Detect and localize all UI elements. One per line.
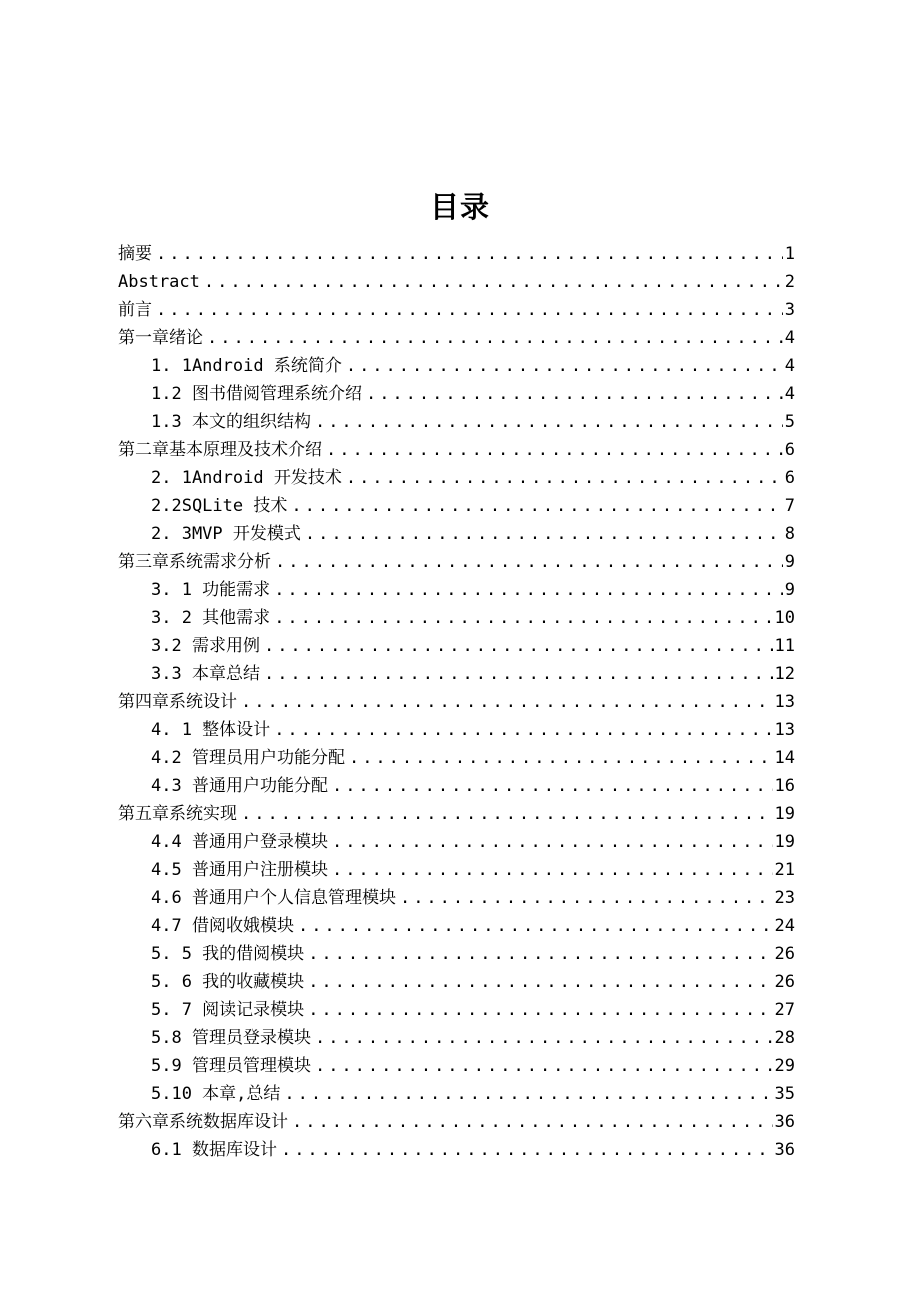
toc-entry[interactable] [118, 240, 795, 268]
toc-entry-label: 1. 1Android 系统简介 [151, 356, 342, 376]
dot-leader [298, 912, 773, 940]
toc-entry-label: 3.2 需求用例 [151, 636, 260, 656]
toc-entry-label: 5. 5 我的借阅模块 [151, 944, 305, 964]
toc-entry-page-number: 6 [784, 468, 795, 488]
toc-entry-label: 4.6 普通用户个人信息管理模块 [151, 888, 396, 908]
toc-entry[interactable] [118, 520, 795, 548]
toc-entry[interactable] [118, 940, 795, 968]
toc-entry-page-number: 9 [784, 552, 795, 572]
toc-entry[interactable] [118, 492, 795, 520]
dot-leader [207, 324, 783, 352]
toc-entry[interactable] [118, 632, 795, 660]
toc-entry[interactable] [118, 408, 795, 436]
toc-entry[interactable] [118, 604, 795, 632]
dot-leader [315, 1024, 773, 1052]
dot-leader [241, 688, 773, 716]
toc-entry-label: 4.7 借阅收娥模块 [151, 916, 294, 936]
toc-entry[interactable] [118, 744, 795, 772]
toc-entry-label: 摘要 [118, 244, 152, 264]
dot-leader [274, 604, 772, 632]
toc-entry-label: 5.9 管理员管理模块 [151, 1056, 311, 1076]
toc-entry[interactable] [118, 856, 795, 884]
toc-entry-label: 5. 7 阅读记录模块 [151, 1000, 305, 1020]
toc-entry-label: 5.10 本章,总结 [151, 1084, 281, 1104]
dot-leader [241, 800, 773, 828]
toc-entry-label: 第五章系统实现 [118, 804, 237, 824]
toc-entry-label: 1.3 本文的组织结构 [151, 412, 311, 432]
dot-leader [274, 576, 783, 604]
toc-entry-page-number: 3 [784, 300, 795, 320]
dot-leader [274, 716, 772, 744]
toc-entry-page-number: 16 [774, 776, 795, 796]
toc-entry[interactable] [118, 660, 795, 688]
toc-entry-label: 2.2SQLite 技术 [151, 496, 288, 516]
toc-entry[interactable] [118, 464, 795, 492]
toc-entry[interactable] [118, 912, 795, 940]
toc-entry-page-number: 5 [784, 412, 795, 432]
toc-entry-page-number: 23 [774, 888, 795, 908]
toc-entry-label: 前言 [118, 300, 152, 320]
toc-entry[interactable] [118, 772, 795, 800]
toc-entry-page-number: 13 [774, 692, 795, 712]
toc-entry-page-number: 8 [784, 524, 795, 544]
toc-entry-label: 2. 1Android 开发技术 [151, 468, 342, 488]
toc-entry-page-number: 29 [774, 1056, 795, 1076]
dot-leader [264, 632, 773, 660]
dot-leader [156, 240, 783, 268]
toc-entry-label: 5. 6 我的收藏模块 [151, 972, 305, 992]
dot-leader [281, 1136, 773, 1164]
dot-leader [156, 296, 783, 324]
toc-entry-label: 4. 1 整体设计 [151, 720, 271, 740]
toc-entry[interactable] [118, 296, 795, 324]
toc-entry[interactable] [118, 688, 795, 716]
dot-leader [326, 436, 783, 464]
dot-leader [308, 940, 772, 968]
toc-entry-label: 6.1 数据库设计 [151, 1140, 277, 1160]
toc-entry-label: 第二章基本原理及技术介绍 [118, 440, 322, 460]
toc-entry-label: 4.4 普通用户登录模块 [151, 832, 328, 852]
toc-entry-page-number: 7 [784, 496, 795, 516]
dot-leader [315, 408, 783, 436]
toc-entry-page-number: 21 [774, 860, 795, 880]
toc-entry-page-number: 24 [774, 916, 795, 936]
dot-leader [332, 828, 773, 856]
toc-entry-label: 4.3 普通用户功能分配 [151, 776, 328, 796]
toc-entry-page-number: 4 [784, 328, 795, 348]
toc-entry[interactable] [118, 268, 795, 296]
toc-entry[interactable] [118, 828, 795, 856]
dot-leader [400, 884, 773, 912]
dot-leader [284, 1080, 772, 1108]
dot-leader [308, 968, 772, 996]
toc-entry[interactable] [118, 716, 795, 744]
toc-entry-label: 4.2 管理员用户功能分配 [151, 748, 345, 768]
toc-entry[interactable] [118, 800, 795, 828]
toc-entry[interactable] [118, 352, 795, 380]
toc-entry[interactable] [118, 996, 795, 1024]
toc-entry-page-number: 13 [774, 720, 795, 740]
toc-entry[interactable] [118, 576, 795, 604]
toc-entry[interactable] [118, 548, 795, 576]
toc-entry[interactable] [118, 324, 795, 352]
toc-entry-label: 第一章绪论 [118, 328, 203, 348]
toc-entry-page-number: 9 [784, 580, 795, 600]
dot-leader [275, 548, 783, 576]
toc-entry-page-number: 35 [774, 1084, 795, 1104]
toc-entry-page-number: 12 [774, 664, 795, 684]
toc-entry-label: 4.5 普通用户注册模块 [151, 860, 328, 880]
dot-leader [366, 380, 783, 408]
toc-entry[interactable] [118, 968, 795, 996]
toc-entry-page-number: 1 [784, 244, 795, 264]
toc-entry-label: 5.8 管理员登录模块 [151, 1028, 311, 1048]
toc-entry-page-number: 11 [774, 636, 795, 656]
toc-entry-page-number: 36 [774, 1112, 795, 1132]
dot-leader [332, 772, 773, 800]
toc-entry[interactable] [118, 1052, 795, 1080]
toc-entry-page-number: 27 [774, 1000, 795, 1020]
dot-leader [305, 520, 783, 548]
toc-entry-page-number: 4 [784, 356, 795, 376]
toc-entry-label: 第四章系统设计 [118, 692, 237, 712]
toc-entry[interactable] [118, 1080, 795, 1108]
toc-entry-label: 第三章系统需求分析 [118, 552, 271, 572]
toc-entry-label: 3. 1 功能需求 [151, 580, 271, 600]
toc-entry[interactable] [118, 1024, 795, 1052]
toc-entry-label: 3.3 本章总结 [151, 664, 260, 684]
dot-leader [308, 996, 772, 1024]
page-title: 目录 [429, 190, 490, 225]
dot-leader [332, 856, 773, 884]
toc-entry[interactable] [118, 436, 795, 464]
toc-entry[interactable] [118, 380, 795, 408]
toc-entry-page-number: 4 [784, 384, 795, 404]
dot-leader [349, 744, 773, 772]
toc-entry-page-number: 14 [774, 748, 795, 768]
toc-entry-page-number: 28 [774, 1028, 795, 1048]
toc-entry[interactable] [118, 884, 795, 912]
toc-entry-label: 第六章系统数据库设计 [118, 1112, 288, 1132]
dot-leader [346, 352, 783, 380]
toc-entry-label: 1.2 图书借阅管理系统介绍 [151, 384, 362, 404]
toc-entry-page-number: 6 [784, 440, 795, 460]
dot-leader [264, 660, 773, 688]
toc-entry-label: 2. 3MVP 开发模式 [151, 524, 301, 544]
dot-leader [291, 492, 782, 520]
dot-leader [315, 1052, 773, 1080]
toc-entry-page-number: 19 [774, 804, 795, 824]
toc-entry-label: Abstract [118, 272, 200, 292]
toc-entry-page-number: 26 [774, 944, 795, 964]
toc-entry[interactable] [118, 1136, 795, 1164]
toc-entry-page-number: 10 [774, 608, 795, 628]
dot-leader [204, 268, 783, 296]
dot-leader [346, 464, 783, 492]
toc-entry-page-number: 19 [774, 832, 795, 852]
toc-entry-page-number: 26 [774, 972, 795, 992]
dot-leader [292, 1108, 773, 1136]
table-of-contents [118, 240, 795, 1164]
toc-entry-label: 3. 2 其他需求 [151, 608, 271, 628]
toc-entry-page-number: 36 [774, 1140, 795, 1160]
toc-entry-page-number: 2 [784, 272, 795, 292]
toc-entry[interactable] [118, 1108, 795, 1136]
